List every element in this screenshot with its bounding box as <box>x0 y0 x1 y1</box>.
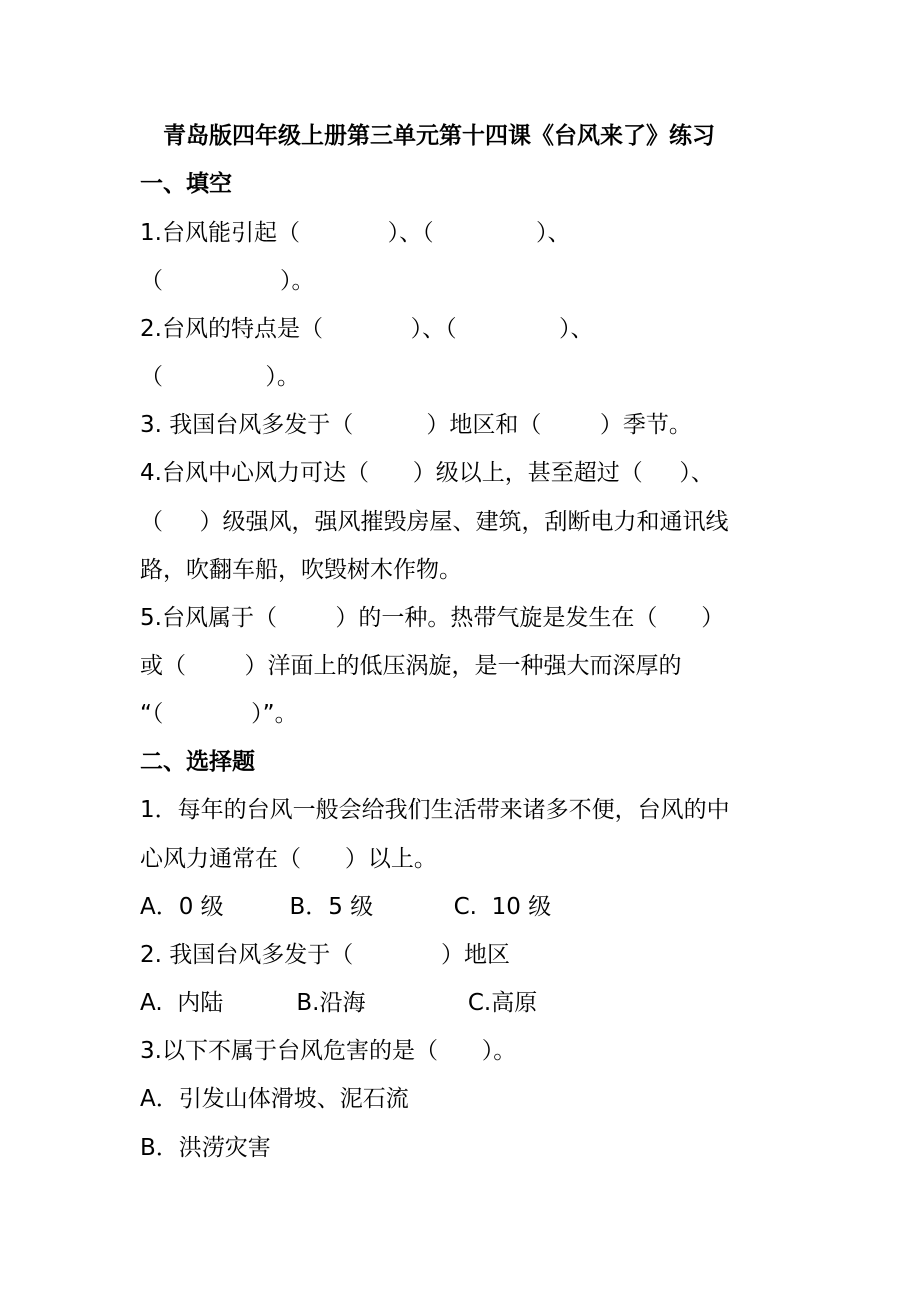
choice-options: A. 内陆 B.沿海 C.高原 <box>140 990 538 1016</box>
page-title: 青岛版四年级上册第三单元第十四课《台风来了》练习 <box>163 123 715 149</box>
question-line: （ ）。 <box>140 364 300 390</box>
question-line: 路，吹翻车船，吹毁树木作物。 <box>140 557 462 583</box>
choice-options: A．0 级 B．5 级 C. 10 级 <box>140 894 552 920</box>
question-line: 3. 我国台风多发于（ ）地区和（ ）季节。 <box>140 412 692 438</box>
question-line: 心风力通常在（ ）以上。 <box>140 846 437 872</box>
question-line: 1.台风能引起（ ）、（ ）、 <box>140 220 571 246</box>
question-line: （ ）级强风，强风摧毁房屋、建筑，刮断电力和通讯线 <box>140 509 729 535</box>
section-heading-fill-blank: 一、填空 <box>140 171 232 197</box>
question-line: 2.台风的特点是（ ）、（ ）、 <box>140 316 594 342</box>
question-line: “（ ）”。 <box>140 701 298 727</box>
question-line: 1．每年的台风一般会给我们生活带来诸多不便，台风的中 <box>140 797 730 823</box>
question-line: 2. 我国台风多发于（ ）地区 <box>140 942 510 968</box>
question-line: 5.台风属于（ ）的一种。热带气旋是发生在（ ） <box>140 605 725 631</box>
choice-option: A．引发山体滑坡、泥石流 <box>140 1086 409 1112</box>
choice-option: B．洪涝灾害 <box>140 1135 271 1161</box>
section-heading-multiple-choice: 二、选择题 <box>140 749 255 775</box>
question-line: 4.台风中心风力可达（ ）级以上，甚至超过（ ）、 <box>140 460 714 486</box>
question-line: （ ）。 <box>140 268 315 294</box>
question-line: 3.以下不属于台风危害的是（ ）。 <box>140 1038 517 1064</box>
question-line: 或（ ）洋面上的低压涡旋，是一种强大而深厚的 <box>140 653 682 679</box>
